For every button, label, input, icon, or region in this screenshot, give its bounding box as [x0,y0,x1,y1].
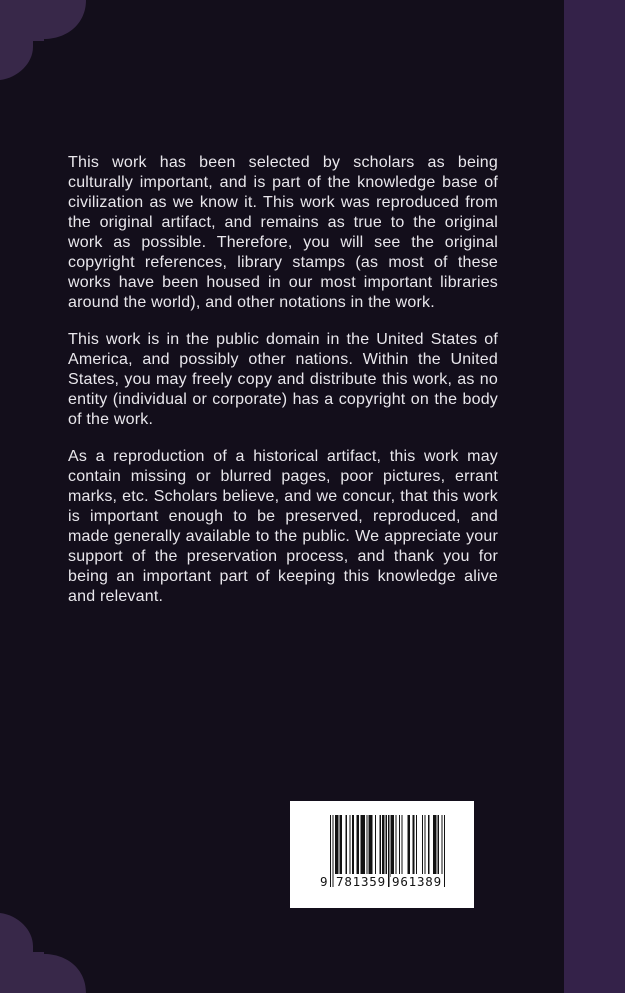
paragraph [68,330,498,430]
text-line: culturally important, and is part of the knowledge base of [68,174,498,191]
text-line: being an important part of keeping this knowledge alive [68,568,498,585]
text-line: copyright references, library stamps (as most of these [68,254,498,271]
text-line: work as possible. Therefore, you will see the original [68,234,498,251]
text-line: America, and possibly other nations. Within the United [68,351,498,368]
corner-ornament-bottom-left-icon [0,911,88,993]
text-line: This work has been selected by scholars as being [68,154,498,171]
text-line: States, you may freely copy and distribute this work, as no [68,371,498,388]
text-line: As a reproduction of a historical artifact, this work may [68,448,498,465]
paragraph [68,447,498,607]
spine-edge-band [564,0,625,993]
corner-ornament-top-left-icon [0,0,88,82]
text-line: entity (individual or corporate) has a copyright on the body [68,391,498,408]
text-line: contain missing or blurred pages, poor pictures, errant [68,468,498,485]
barcode-digit-lead: 9 [320,874,329,889]
paragraph [68,153,498,313]
text-line: civilization as we know it. This work was reproduced from [68,194,498,211]
text-line: works have been housed in our most important libraries [68,274,498,291]
text-line: the original artifact, and remains as true to the original [68,214,498,231]
text-line: and relevant. [68,588,164,605]
text-line: marks, etc. Scholars believe, and we concur, that this work [68,488,498,505]
barcode-digits-group1: 781359 [336,874,386,889]
text-line: This work is in the public domain in the United States of [68,331,498,348]
cover-description-text [68,153,498,624]
text-line: around the world), and other notations in the work. [68,294,435,311]
text-line: of the work. [68,411,154,428]
barcode-panel [290,801,474,908]
text-line: support of the preservation process, and thank you for [68,548,498,565]
text-line: is important enough to be preserved, reproduced, and [68,508,498,525]
barcode-digits-group2: 961389 [392,874,442,889]
text-line: made generally available to the public. We appreciate your [68,528,498,545]
